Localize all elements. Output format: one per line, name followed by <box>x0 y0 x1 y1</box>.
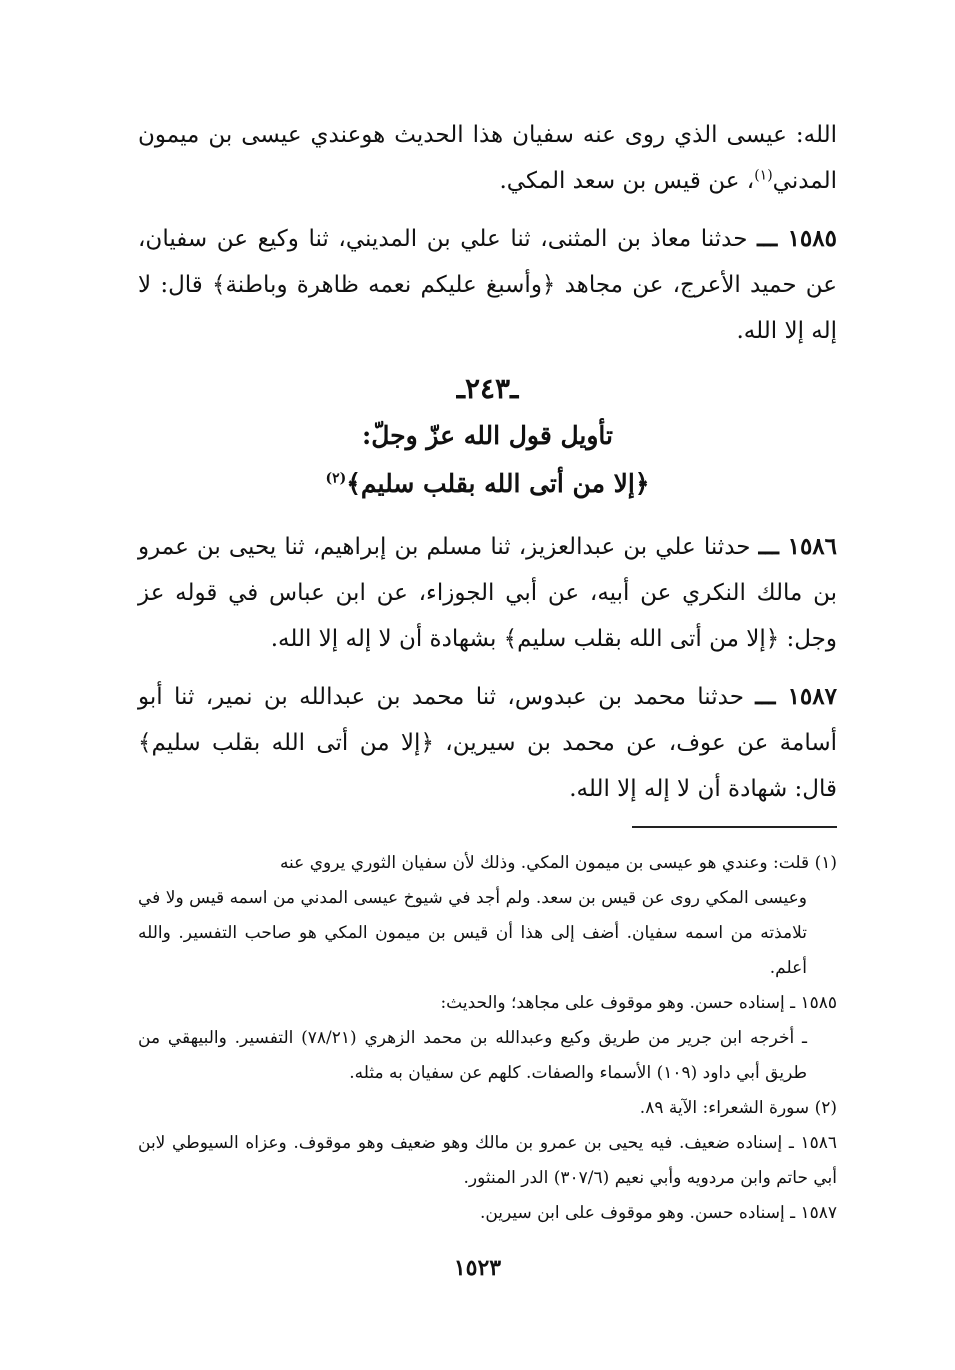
hadith-1585 <box>138 216 837 354</box>
section-number: ـ٢٤٣ـ <box>456 372 519 405</box>
paragraph-text: الله: عيسى الذي روى عنه سفيان هذا الحديث هوعندي عيسى بن ميمون المدني <box>138 122 837 194</box>
section-verse <box>138 460 837 508</box>
footnote-1-continuation: وعيسى المكي روى عن قيس بن سعد. ولم أجد في شيوخ عيسى المدني من اسمه قيس ولا في تلامذته من اسمه سفيان. أضف إلى هذا أن قيس بن ميمون المكي هو صاحب التفسير. والله أعلم. <box>138 888 807 978</box>
section-verse-text: ﴿إلا من أتى الله بقلب سليم﴾ <box>346 469 650 498</box>
page-body <box>138 112 837 1231</box>
footnote-1: (١) قلت: وعندي هو عيسى بن ميمون المكي. وذلك لأن سفيان الثوري يروي عنه <box>279 853 837 873</box>
paragraph-text-end: ، عن قيس بن سعد المكي. <box>499 168 755 194</box>
hadith-text-1587: حدثنا محمد بن عبدوس، ثنا محمد بن عبدالله بن نمير، ثنا أبو أسامة عن عوف، عن محمد بن سيرين، ﴿إلا من أتى الله بقلب سليم﴾ قال: شهادة أن لا إله إلا الله. <box>138 684 837 802</box>
footnote-divider <box>632 826 837 828</box>
footnote-ref-2[interactable]: (٢) <box>325 470 347 487</box>
footnote-2: (٢) سورة الشعراء: الآية ٨٩. <box>639 1098 837 1118</box>
hadith-text-1585: حدثنا معاذ بن المثنى، ثنا علي بن المديني، ثنا وكيع عن سفيان، عن حميد الأعرج، عن مجاهد ﴿وأسبغ عليكم نعمه ظاهرة وباطنة﴾ قال: لا إله إلا الله. <box>138 226 837 344</box>
section-title: تأويل قول الله عزّ وجلّ: <box>361 421 614 450</box>
hadith-text-1586: حدثنا علي بن عبدالعزيز، ثنا مسلم بن إبراهيم، ثنا يحيى بن عمرو بن مالك النكري عن أبيه، عن أبي الجوزاء، عن ابن عباس في قوله عز وجل: ﴿إلا من أتى الله بقلب سليم﴾ بشهادة أن لا إله إلا الله. <box>138 534 837 652</box>
hadith-number-1587: ١٥٨٧ ـــ <box>755 683 837 710</box>
hadith-1586 <box>138 524 837 662</box>
footnote-ref-1[interactable]: (١) <box>754 167 773 184</box>
footnote-1585-continuation: ـ أخرجه ابن جرير من طريق وكيع وعبدالله بن محمد الزهري (٧٨/٢١) التفسير. والبيهقي من طريق أبي داود (١٠٩) الأسماء والصفات. كلهم عن سفيان به مثله. <box>138 1028 807 1083</box>
footnote-1585: ١٥٨٥ ـ إسناده حسن. وهو موقوف على مجاهد؛ والحديث: <box>440 993 837 1013</box>
page-number: ١٥٢٣ <box>453 1255 502 1281</box>
footnote-1587: ١٥٨٧ ـ إسناده حسن. وهو موقوف على ابن سيرين. <box>479 1203 837 1223</box>
paragraph-continuation <box>138 112 837 204</box>
hadith-1587 <box>138 674 837 812</box>
hadith-number-1585: ١٥٨٥ ـــ <box>757 225 837 252</box>
hadith-number-1586: ١٥٨٦ ـــ <box>758 533 838 560</box>
footnote-1586: ١٥٨٦ ـ إسناده ضعيف. فيه يحيى بن عمرو بن مالك وهو ضعيف وهو موقوف. وعزاه السيوطي لابن أبي حاتم وابن مردويه وأبي نعيم (٣٠٧/٦) الدر المنثور. <box>138 1133 837 1188</box>
footnotes <box>138 846 837 1231</box>
